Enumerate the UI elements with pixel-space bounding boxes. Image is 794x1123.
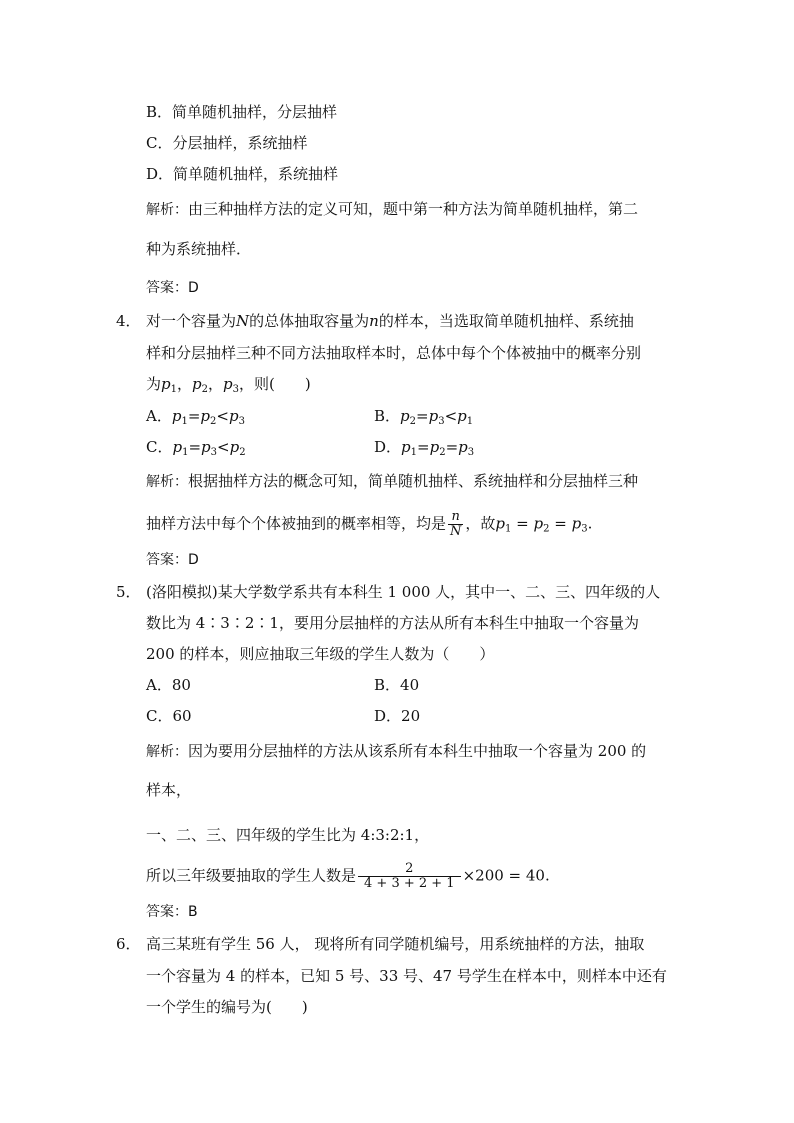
q4-analysis-line2: 抽样方法中每个个体被抽到的概率相等，均是 $\frac{n}{N}$ ，故$p_1 = p_2 = p_3$.: [146, 509, 593, 539]
q4-option-d: D．$p_1=p_2=p_3$: [374, 438, 475, 458]
q4-analysis-line1: 解析：根据抽样方法的概念可知，简单随机抽样、系统抽样和分层抽样三种: [146, 472, 639, 490]
q5-stem-line3: 200 的样本，则应抽取三年级的学生人数为（ ）: [146, 645, 495, 663]
q4-option-c: C．$p_1=p_3<p_2$: [146, 438, 246, 458]
q3-analysis-text: 由三种抽样方法的定义可知，题中第一种方法为简单随机抽样，第二: [188, 200, 639, 218]
q5-analysis-line1: 解析：因为要用分层抽样的方法从该系所有本科生中抽取一个容量为 200 的: [146, 742, 647, 760]
q4-number: 4．: [116, 312, 141, 330]
q3-analysis-line1: [146, 199, 638, 220]
q5-stem-line2: 数比为 4∶3∶2∶1，要用分层抽样的方法从所有本科生中抽取一个容量为: [146, 614, 639, 632]
q3-option-d: D．简单随机抽样，系统抽样: [146, 165, 339, 183]
q4-option-a: A．$p_1=p_2<p_3$: [146, 407, 245, 427]
q5-number: 5．: [116, 583, 141, 601]
q5-option-c: C．60: [146, 707, 192, 725]
q4-stem-line1: 对一个容量为N的总体抽取容量为n的样本，当选取简单随机抽样、系统抽: [146, 312, 634, 330]
q4-stem-line2: 样和分层抽样三种不同方法抽取样本时，总体中每个个体被抽中的概率分别: [146, 344, 642, 362]
q4-option-b: B．$p_2=p_3<p_1$: [374, 407, 474, 427]
analysis-label: 解析：: [146, 202, 188, 218]
fraction-2-over-sum: $\frac{2}{4 + 3 + 2 + 1}$: [358, 862, 461, 891]
q5-analysis-line3: 一、二、三、四年级的学生比为 4:3:2:1，: [146, 826, 430, 844]
q3-analysis-line2: 种为系统抽样．: [146, 240, 252, 258]
q3-option-c: C．分层抽样，系统抽样: [146, 134, 308, 152]
q5-analysis-line4: 所以三年级要抽取的学生人数是 $\frac{2}{4 + 3 + 2 + 1}$ ×200 = 40.: [146, 861, 550, 891]
q5-option-a: A．80: [146, 676, 191, 694]
fraction-n-over-N: $\frac{n}{N}$: [450, 509, 462, 539]
q6-stem-line1: 高三某班有学生 56 人， 现将所有同学随机编号，用系统抽样的方法，抽取: [146, 935, 645, 953]
q6-stem-line2: 一个容量为 4 的样本，已知 5 号、33 号、47 号学生在样本中，则样本中还有: [146, 967, 667, 985]
q5-analysis-line2: 样本，: [146, 781, 192, 799]
q3-answer: 答案：D: [146, 280, 199, 296]
q5-stem-line1: (洛阳模拟)某大学数学系共有本科生 1 000 人，其中一、二、三、四年级的人: [146, 583, 661, 601]
q6-number: 6．: [116, 935, 141, 953]
q3-option-b: B．简单随机抽样，分层抽样: [146, 103, 338, 121]
q5-option-b: B．40: [374, 676, 420, 694]
q4-answer: 答案：D: [146, 552, 199, 568]
q5-option-d: D．20: [374, 707, 421, 725]
q4-stem-line3: 为$p_1$，$p_2$，$p_3$，则( ): [146, 375, 311, 395]
analysis-label: 解析：: [146, 474, 188, 490]
analysis-label: 解析：: [146, 744, 188, 760]
q6-stem-line3: 一个学生的编号为( ): [146, 998, 308, 1016]
q5-answer: 答案：B: [146, 904, 198, 920]
